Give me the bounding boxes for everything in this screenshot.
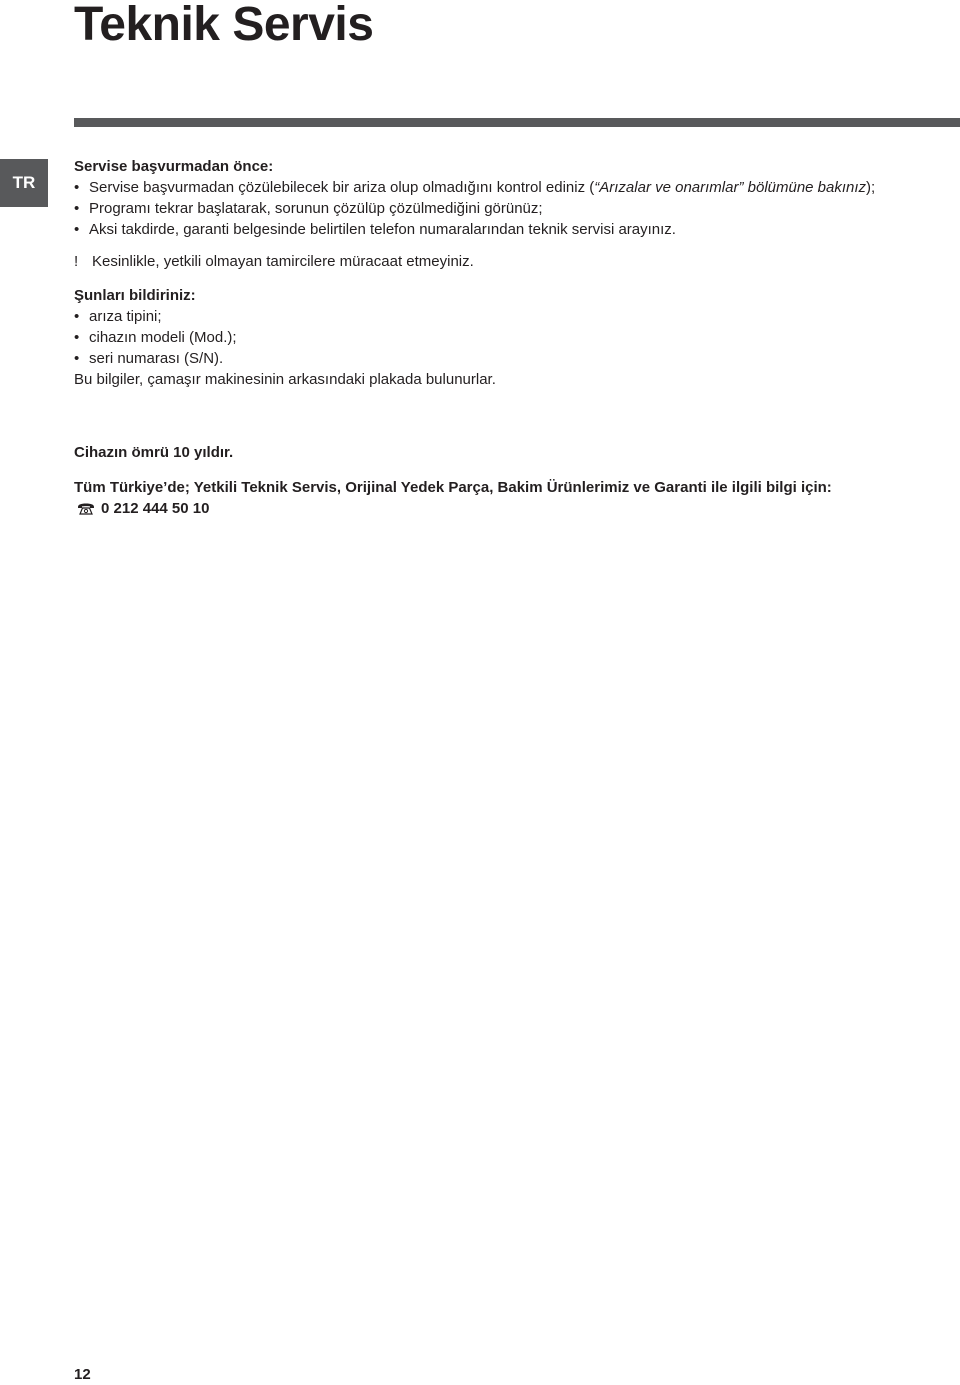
main-content xyxy=(74,156,954,519)
list-item: • Servise başvurmadan çözülebilecek bir ariza olup olmadığını kontrol ediniz (“Arızalar ve onarımlar” bölümüne bakınız); xyxy=(74,179,876,196)
report-heading: Şunları bildiriniz: xyxy=(74,287,196,304)
before-service-list xyxy=(74,177,954,240)
telephone-icon xyxy=(77,503,95,515)
bullet: • xyxy=(74,308,80,325)
list-item: • arıza tipini; xyxy=(74,308,162,325)
list-item: • cihazın modeli (Mod.); xyxy=(74,329,237,346)
service-info-text: Tüm Türkiye’de; Yetkili Teknik Servis, Orijinal Yedek Parça, Bakim Ürünlerimiz ve Garanti ile ilgili bilgi için: xyxy=(74,479,832,496)
warning-text: Kesinlikle, yetkili olmayan tamircilere müracaat etmeyiniz. xyxy=(92,253,474,270)
page-title: Teknik Servis xyxy=(74,0,374,51)
title-divider xyxy=(74,118,960,127)
bullet: • xyxy=(74,221,80,238)
warning-mark: ! xyxy=(74,253,79,270)
bullet: • xyxy=(74,329,80,346)
language-tab: TR xyxy=(0,159,48,207)
bullet: • xyxy=(74,179,80,196)
report-section xyxy=(74,285,954,390)
list-item: • Programı tekrar başlatarak, sorunun çözülüp çözülmediğini görünüz; xyxy=(74,200,543,217)
report-note: Bu bilgiler, çamaşır makinesinin arkasındaki plakada bulunurlar. xyxy=(74,371,496,388)
before-service-heading: Servise başvurmadan önce: xyxy=(74,158,274,175)
phone-number: 0 212 444 50 10 xyxy=(101,500,210,517)
lifetime-note: Cihazın ömrü 10 yıldır. xyxy=(74,444,234,461)
bullet: • xyxy=(74,350,80,367)
list-item: • Aksi takdirde, garanti belgesinde belirtilen telefon numaralarından teknik servisi arayınız. xyxy=(74,221,676,238)
warning-note xyxy=(74,251,954,272)
list-item: • seri numarası (S/N). xyxy=(74,350,224,367)
report-list xyxy=(74,306,954,369)
see-section-reference: “Arızalar ve onarımlar” bölümüne bakınız xyxy=(594,179,867,196)
phone-row xyxy=(74,498,954,519)
bullet: • xyxy=(74,200,80,217)
page-number: 12 xyxy=(74,1366,91,1383)
